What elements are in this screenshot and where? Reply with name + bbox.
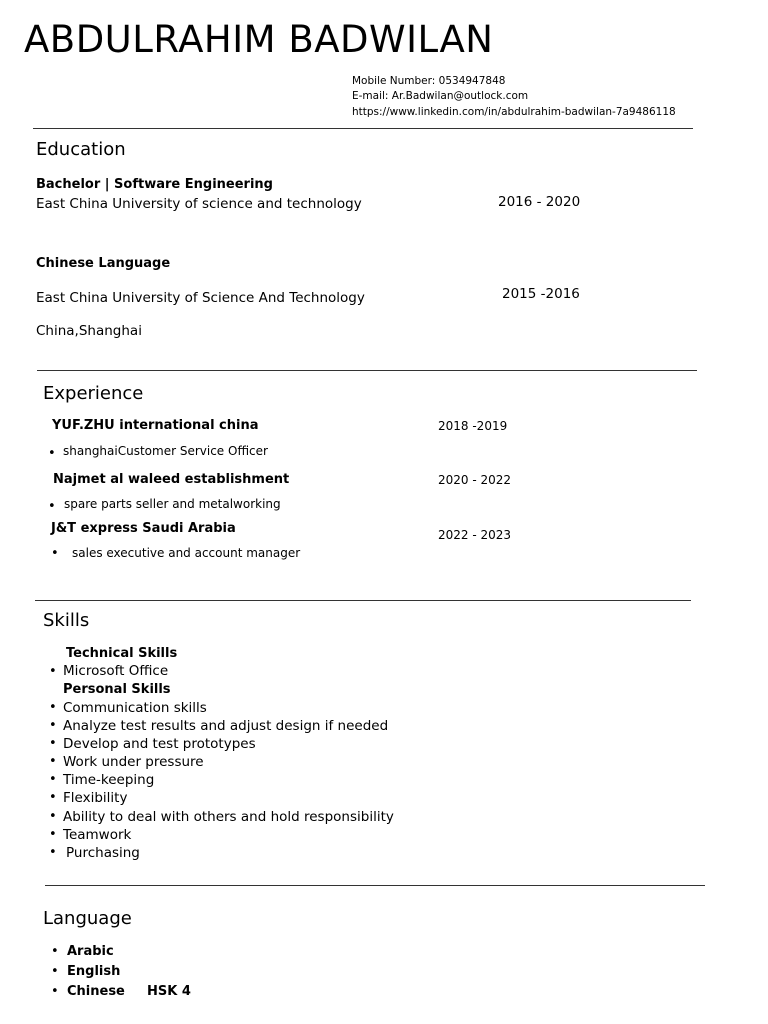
skill-item: Ability to deal with others and hold responsibility	[63, 809, 394, 825]
bullet: •	[48, 499, 56, 514]
job-years: 2018 -2019	[438, 419, 508, 433]
linkedin-url[interactable]: https://www.linkedin.com/in/abdulrahim-badwilan-7a9486118	[352, 106, 676, 118]
skills-title: Skills	[43, 610, 90, 631]
education-years-1: 2016 - 2020	[498, 194, 581, 210]
skill-item: Microsoft Office	[63, 663, 169, 679]
bullet: •	[49, 809, 57, 824]
bullet: •	[49, 845, 57, 860]
job-company: YUF.ZHU international china	[52, 418, 259, 433]
bullet: •	[49, 700, 57, 715]
education-school-1: East China University of science and technology	[36, 196, 362, 212]
skill-item: Work under pressure	[63, 754, 204, 770]
job-role: sales executive and account manager	[72, 546, 301, 560]
education-degree-2: Chinese Language	[36, 256, 171, 271]
bullet: •	[49, 664, 57, 679]
experience-title: Experience	[43, 383, 144, 404]
bullet: •	[51, 944, 59, 959]
language-title: Language	[43, 908, 132, 929]
bullet: •	[49, 754, 57, 769]
bullet: •	[49, 827, 57, 842]
technical-skills-heading: Technical Skills	[66, 646, 178, 661]
job-company: Najmet al waleed establishment	[53, 472, 290, 487]
job-years: 2022 - 2023	[438, 528, 512, 542]
bullet: •	[51, 984, 59, 999]
language-name: Chinese	[67, 984, 125, 999]
education-school-2: East China University of Science And Technology	[36, 290, 365, 306]
skill-item: Teamwork	[63, 827, 132, 843]
divider	[37, 370, 697, 371]
bullet: •	[49, 736, 57, 751]
bullet: •	[51, 546, 59, 561]
skill-item: Time-keeping	[63, 772, 155, 788]
job-company: J&T express Saudi Arabia	[51, 521, 236, 536]
language-name: English	[67, 964, 121, 979]
job-role: shanghaiCustomer Service Officer	[63, 444, 268, 458]
language-name: Arabic	[67, 944, 114, 959]
personal-skills-heading: Personal Skills	[63, 682, 171, 697]
bullet: •	[49, 790, 57, 805]
divider	[45, 885, 705, 886]
mobile-number: Mobile Number: 0534947848	[352, 75, 506, 87]
job-role: spare parts seller and metalworking	[64, 497, 281, 511]
education-location-2: China,Shanghai	[36, 323, 142, 339]
bullet: •	[51, 964, 59, 979]
skill-item: Develop and test prototypes	[63, 736, 256, 752]
bullet: •	[49, 772, 57, 787]
divider	[35, 600, 691, 601]
candidate-name: ABDULRAHIM BADWILAN	[24, 18, 494, 61]
bullet: •	[49, 718, 57, 733]
language-level: HSK 4	[147, 984, 191, 999]
divider	[33, 128, 693, 129]
education-years-2: 2015 -2016	[502, 286, 580, 302]
education-degree-1: Bachelor | Software Engineering	[36, 177, 273, 192]
bullet: •	[48, 446, 56, 461]
education-title: Education	[36, 139, 126, 160]
skill-item: Purchasing	[66, 845, 140, 861]
skill-item: Flexibility	[63, 790, 128, 806]
skill-item: Analyze test results and adjust design if needed	[63, 718, 389, 734]
skill-item: Communication skills	[63, 700, 207, 716]
email: E-mail: Ar.Badwilan@outlock.com	[352, 90, 529, 102]
job-years: 2020 - 2022	[438, 473, 512, 487]
